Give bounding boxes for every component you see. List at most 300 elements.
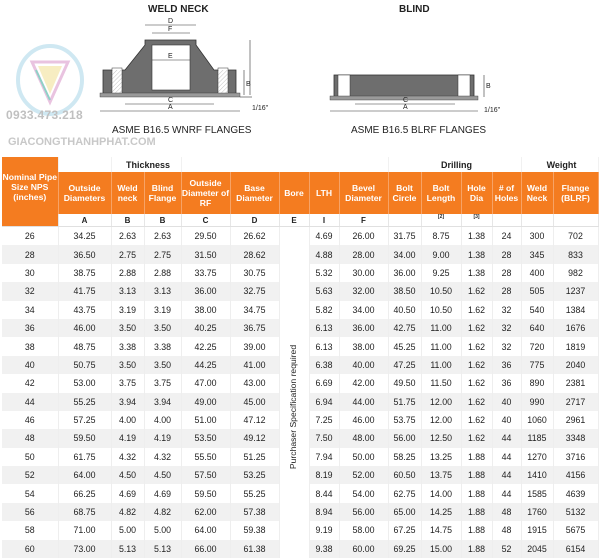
table-cell: 10.50 [421, 282, 461, 300]
table-cell: 1.38 [461, 227, 492, 246]
table-cell: 982 [553, 264, 598, 282]
table-cell: 48 [492, 521, 521, 539]
table-cell: 4.69 [111, 484, 144, 502]
table-cell: 73.00 [58, 540, 111, 558]
table-cell: 6.13 [309, 337, 339, 355]
table-cell: 50.00 [339, 448, 388, 466]
table-cell: 44.00 [339, 393, 388, 411]
blind-drawing [330, 75, 501, 114]
table-cell: 1.88 [461, 540, 492, 558]
table-cell: 1.62 [461, 429, 492, 447]
dim-b: B [246, 81, 251, 88]
dim-a: A [168, 104, 173, 111]
table-cell: 4.32 [111, 448, 144, 466]
bore-cell [279, 301, 309, 319]
group-header-row [2, 157, 598, 172]
table-cell: 52 [492, 540, 521, 558]
table-cell: 1.88 [461, 448, 492, 466]
table-cell: 5132 [553, 503, 598, 521]
table-cell: 5.13 [144, 540, 181, 558]
table-cell: 2045 [521, 540, 553, 558]
table-cell: 46.00 [58, 319, 111, 337]
table-cell: 1.38 [461, 245, 492, 263]
nps-cell: 32 [2, 282, 58, 300]
table-cell: 28 [492, 282, 521, 300]
table-cell: 31.75 [388, 227, 421, 246]
col-od-rf: Outside Diameter of RF [181, 172, 230, 214]
table-cell: 2717 [553, 393, 598, 411]
col-bore: Bore [279, 172, 309, 214]
table-cell: 54.00 [339, 484, 388, 502]
table-cell: 9.00 [421, 245, 461, 263]
table-cell: 4.82 [144, 503, 181, 521]
table-cell: 3348 [553, 429, 598, 447]
col-weight-blrf: Flange (BLRF) [553, 172, 598, 214]
table-cell: 7.25 [309, 411, 339, 429]
table-row [2, 484, 598, 502]
table-cell: 4.19 [144, 429, 181, 447]
table-cell: 34.25 [58, 227, 111, 246]
table-cell: 9.25 [421, 264, 461, 282]
bore-cell [279, 245, 309, 263]
table-cell: 3.75 [144, 374, 181, 392]
table-cell: 505 [521, 282, 553, 300]
table-cell: 6.38 [309, 356, 339, 374]
table-cell: 6.13 [309, 319, 339, 337]
table-cell: 3.94 [144, 393, 181, 411]
table-cell: 4.32 [144, 448, 181, 466]
bore-cell [279, 319, 309, 337]
table-body [2, 227, 598, 558]
nps-cell: 38 [2, 337, 58, 355]
table-cell: 49.12 [230, 429, 279, 447]
table-cell: 9.19 [309, 521, 339, 539]
table-cell: 57.38 [230, 503, 279, 521]
table-row [2, 301, 598, 319]
table-cell: 4.50 [111, 466, 144, 484]
table-cell: 890 [521, 374, 553, 392]
table-cell: 44.25 [181, 356, 230, 374]
nps-cell: 42 [2, 374, 58, 392]
table-cell: 15.00 [421, 540, 461, 558]
table-cell: 48.00 [339, 429, 388, 447]
table-row [2, 227, 598, 246]
bore-cell [279, 503, 309, 521]
table-cell: 2.63 [144, 227, 181, 246]
table-cell: 44 [492, 429, 521, 447]
table-cell: 46.00 [339, 411, 388, 429]
table-cell: 62.75 [388, 484, 421, 502]
table-cell: 32.00 [339, 282, 388, 300]
dim-f: F [168, 26, 172, 33]
table-cell: 67.25 [388, 521, 421, 539]
table-cell: 12.00 [421, 393, 461, 411]
table-cell: 55.50 [181, 448, 230, 466]
svg-text:A: A [403, 104, 408, 111]
table-cell: 58.00 [339, 521, 388, 539]
table-cell: 45.25 [388, 337, 421, 355]
table-cell: 1.88 [461, 503, 492, 521]
table-cell: 36.00 [388, 264, 421, 282]
table-cell: 42.25 [181, 337, 230, 355]
table-cell: 8.44 [309, 484, 339, 502]
table-cell: 1410 [521, 466, 553, 484]
group-drilling: Drilling [388, 157, 521, 172]
bore-cell [279, 227, 309, 246]
nps-cell: 50 [2, 448, 58, 466]
table-cell: 1.62 [461, 374, 492, 392]
table-row [2, 429, 598, 447]
table-cell: 2381 [553, 374, 598, 392]
nps-cell: 40 [2, 356, 58, 374]
table-row [2, 245, 598, 263]
svg-text:1/16": 1/16" [484, 107, 501, 114]
table-cell: 1.62 [461, 301, 492, 319]
table-cell: 1.62 [461, 337, 492, 355]
table-cell: 400 [521, 264, 553, 282]
column-header-row [2, 172, 598, 214]
table-cell: 345 [521, 245, 553, 263]
table-cell: 1237 [553, 282, 598, 300]
table-cell: 66.00 [181, 540, 230, 558]
table-cell: 36 [492, 374, 521, 392]
col-lth: LTH [309, 172, 339, 214]
table-cell: 47.12 [230, 411, 279, 429]
table-cell: 702 [553, 227, 598, 246]
table-cell: 31.50 [181, 245, 230, 263]
table-cell: 5.13 [111, 540, 144, 558]
table-row [2, 374, 598, 392]
table-cell: 44 [492, 466, 521, 484]
table-cell: 34.00 [388, 245, 421, 263]
table-cell: 3716 [553, 448, 598, 466]
table-cell: 3.50 [144, 319, 181, 337]
table-cell: 10.50 [421, 301, 461, 319]
flange-spec-table [2, 157, 599, 558]
table-cell: 4.00 [111, 411, 144, 429]
table-cell: 11.50 [421, 374, 461, 392]
nps-cell: 48 [2, 429, 58, 447]
col-blind-flange: Blind Flange [144, 172, 181, 214]
table-cell: 4.50 [144, 466, 181, 484]
table-cell: 40.25 [181, 319, 230, 337]
table-cell: 42.75 [388, 319, 421, 337]
table-cell: 51.00 [181, 411, 230, 429]
table-cell: 6.94 [309, 393, 339, 411]
dim-raised-face: 1/16" [252, 105, 269, 112]
col-bevel-diameter: Bevel Diameter [339, 172, 388, 214]
table-cell: 1.62 [461, 282, 492, 300]
table-row [2, 356, 598, 374]
blind-caption: ASME B16.5 BLRF FLANGES [351, 125, 486, 136]
table-cell: 2.63 [111, 227, 144, 246]
table-row [2, 521, 598, 539]
col-hole-dia: Hole Dia [461, 172, 492, 214]
col-base-diameter: Base Diameter [230, 172, 279, 214]
table-cell: 8.75 [421, 227, 461, 246]
table-cell: 8.19 [309, 466, 339, 484]
table-cell: 44 [492, 484, 521, 502]
col-outside-diameter: Outside Diameters [58, 172, 111, 214]
table-cell: 36.50 [58, 245, 111, 263]
table-cell: 4.69 [144, 484, 181, 502]
table-cell: 1.62 [461, 411, 492, 429]
table-row [2, 393, 598, 411]
table-cell: 55.25 [230, 484, 279, 502]
col-nps: Nominal Pipe Size NPS (inches) [2, 172, 58, 214]
table-cell: 49.50 [388, 374, 421, 392]
table-cell: 53.75 [388, 411, 421, 429]
table-cell: 3.38 [144, 337, 181, 355]
watermark-site: GIACONGTHANHPHAT.COM [8, 136, 156, 148]
table-cell: 60.00 [339, 540, 388, 558]
table-cell: 1585 [521, 484, 553, 502]
table-cell: 8.94 [309, 503, 339, 521]
table-cell: 11.00 [421, 356, 461, 374]
table-cell: 14.25 [421, 503, 461, 521]
table-row [2, 503, 598, 521]
table-cell: 40.00 [339, 356, 388, 374]
table-cell: 1.88 [461, 484, 492, 502]
table-cell: 3.13 [111, 282, 144, 300]
table-cell: 4.88 [309, 245, 339, 263]
weld-neck-drawing [100, 18, 269, 112]
table-cell: 60.50 [388, 466, 421, 484]
table-cell: 49.00 [181, 393, 230, 411]
table-cell: 29.50 [181, 227, 230, 246]
dim-c: C [168, 97, 173, 104]
table-cell: 5.82 [309, 301, 339, 319]
table-cell: 1270 [521, 448, 553, 466]
table-cell: 2.75 [111, 245, 144, 263]
table-cell: 32 [492, 337, 521, 355]
table-cell: 4156 [553, 466, 598, 484]
table-cell: 38.50 [388, 282, 421, 300]
nps-cell: 52 [2, 466, 58, 484]
table-cell: 36.75 [230, 319, 279, 337]
table-row [2, 448, 598, 466]
table-cell: 48 [492, 503, 521, 521]
table-cell: 5.00 [111, 521, 144, 539]
table-cell: 3.50 [111, 319, 144, 337]
table-cell: 41.75 [58, 282, 111, 300]
table-cell: 32 [492, 301, 521, 319]
nps-cell: 44 [2, 393, 58, 411]
table-cell: 30.75 [230, 264, 279, 282]
table-cell: 38.75 [58, 264, 111, 282]
table-cell: 50.75 [58, 356, 111, 374]
nps-cell: 46 [2, 411, 58, 429]
table-cell: 1915 [521, 521, 553, 539]
table-cell: 2.88 [111, 264, 144, 282]
table-cell: 3.50 [144, 356, 181, 374]
table-cell: 7.50 [309, 429, 339, 447]
table-cell: 300 [521, 227, 553, 246]
col-num-holes: # of Holes [492, 172, 521, 214]
bore-cell [279, 264, 309, 282]
table-cell: 40 [492, 393, 521, 411]
table-cell: 33.75 [181, 264, 230, 282]
table-cell: 38.00 [181, 301, 230, 319]
table-cell: 28 [492, 245, 521, 263]
table-cell: 36.00 [339, 319, 388, 337]
table-cell: 57.25 [58, 411, 111, 429]
table-cell: 53.00 [58, 374, 111, 392]
table-cell: 720 [521, 337, 553, 355]
table-cell: 1.88 [461, 521, 492, 539]
table-row [2, 319, 598, 337]
table-row [2, 282, 598, 300]
table-cell: 1760 [521, 503, 553, 521]
table-cell: 4.69 [309, 227, 339, 246]
table-cell: 71.00 [58, 521, 111, 539]
blind-title: BLIND [399, 4, 430, 15]
table-cell: 3.75 [111, 374, 144, 392]
bore-cell [279, 521, 309, 539]
table-cell: 1819 [553, 337, 598, 355]
watermark-phone: 0933.473.218 [6, 108, 83, 122]
svg-text:B: B [486, 83, 491, 90]
table-row [2, 540, 598, 558]
table-cell: 1185 [521, 429, 553, 447]
nps-cell: 26 [2, 227, 58, 246]
table-cell: 36.00 [181, 282, 230, 300]
table-cell: 44 [492, 448, 521, 466]
table-cell: 12.00 [421, 411, 461, 429]
table-cell: 58.25 [388, 448, 421, 466]
table-cell: 9.38 [309, 540, 339, 558]
table-cell: 1.38 [461, 264, 492, 282]
table-cell: 24 [492, 227, 521, 246]
svg-text:C: C [403, 97, 408, 104]
dim-e: E [168, 53, 173, 60]
table-cell: 39.00 [230, 337, 279, 355]
group-weight: Weight [521, 157, 598, 172]
table-cell: 59.38 [230, 521, 279, 539]
table-cell: 4.82 [111, 503, 144, 521]
table-cell: 4639 [553, 484, 598, 502]
table-cell: 3.94 [111, 393, 144, 411]
table-cell: 56.00 [388, 429, 421, 447]
table-cell: 47.25 [388, 356, 421, 374]
table-cell: 55.25 [58, 393, 111, 411]
table-cell: 4.00 [144, 411, 181, 429]
table-cell: 6154 [553, 540, 598, 558]
table-cell: 990 [521, 393, 553, 411]
table-cell: 13.25 [421, 448, 461, 466]
table-cell: 40.50 [388, 301, 421, 319]
nps-cell: 28 [2, 245, 58, 263]
table-cell: 3.19 [144, 301, 181, 319]
table-cell: 64.00 [58, 466, 111, 484]
table-cell: 51.75 [388, 393, 421, 411]
table-cell: 2.75 [144, 245, 181, 263]
table-cell: 14.00 [421, 484, 461, 502]
table-cell: 3.38 [111, 337, 144, 355]
dim-d: D [168, 18, 173, 25]
table-cell: 7.94 [309, 448, 339, 466]
table-cell: 2.88 [144, 264, 181, 282]
table-cell: 1.62 [461, 319, 492, 337]
table-cell: 69.25 [388, 540, 421, 558]
table-cell: 2961 [553, 411, 598, 429]
table-cell: 34.00 [339, 301, 388, 319]
table-cell: 62.00 [181, 503, 230, 521]
table-cell: 36 [492, 356, 521, 374]
table-cell: 68.75 [58, 503, 111, 521]
flange-drawings [0, 0, 600, 125]
table-cell: 51.25 [230, 448, 279, 466]
table-cell: 640 [521, 319, 553, 337]
table-cell: 30.00 [339, 264, 388, 282]
table-cell: 833 [553, 245, 598, 263]
table-cell: 32.75 [230, 282, 279, 300]
table-row [2, 411, 598, 429]
table-cell: 41.00 [230, 356, 279, 374]
nps-cell: 60 [2, 540, 58, 558]
letter-row: A B B C D E I F [2] [3] [2, 214, 598, 227]
table-cell: 4.19 [111, 429, 144, 447]
table-cell: 42.00 [339, 374, 388, 392]
table-cell: 65.00 [388, 503, 421, 521]
table-cell: 56.00 [339, 503, 388, 521]
table-cell: 43.75 [58, 301, 111, 319]
table-cell: 1384 [553, 301, 598, 319]
table-cell: 45.00 [230, 393, 279, 411]
table-cell: 32 [492, 319, 521, 337]
table-cell: 13.75 [421, 466, 461, 484]
flange-diagrams [0, 0, 600, 155]
table-cell: 540 [521, 301, 553, 319]
table-cell: 5.32 [309, 264, 339, 282]
table-cell: 52.00 [339, 466, 388, 484]
table-cell: 1.62 [461, 393, 492, 411]
table-cell: 1676 [553, 319, 598, 337]
table-cell: 14.75 [421, 521, 461, 539]
table-cell: 61.38 [230, 540, 279, 558]
table-cell: 5.00 [144, 521, 181, 539]
table-row [2, 264, 598, 282]
table-row [2, 337, 598, 355]
col-weight-weld-neck: Weld Neck [521, 172, 553, 214]
table-cell: 38.00 [339, 337, 388, 355]
table-cell: 53.25 [230, 466, 279, 484]
table-cell: 26.62 [230, 227, 279, 246]
nps-cell: 58 [2, 521, 58, 539]
nps-cell: 54 [2, 484, 58, 502]
col-bolt-length: Bolt Length [421, 172, 461, 214]
table-cell: 53.50 [181, 429, 230, 447]
table-cell: 5675 [553, 521, 598, 539]
table-cell: 66.25 [58, 484, 111, 502]
col-bolt-circle: Bolt Circle [388, 172, 421, 214]
nps-cell: 30 [2, 264, 58, 282]
table-row [2, 466, 598, 484]
col-weld-neck: Weld neck [111, 172, 144, 214]
table-cell: 3.13 [144, 282, 181, 300]
bore-note: Purchaser Specification required [286, 338, 300, 476]
weld-neck-title: WELD NECK [148, 4, 209, 15]
table-cell: 43.00 [230, 374, 279, 392]
table-cell: 12.50 [421, 429, 461, 447]
nps-cell: 36 [2, 319, 58, 337]
table-cell: 59.50 [181, 484, 230, 502]
table-cell: 3.19 [111, 301, 144, 319]
table-cell: 5.63 [309, 282, 339, 300]
table-cell: 775 [521, 356, 553, 374]
nps-cell: 56 [2, 503, 58, 521]
table-cell: 6.69 [309, 374, 339, 392]
